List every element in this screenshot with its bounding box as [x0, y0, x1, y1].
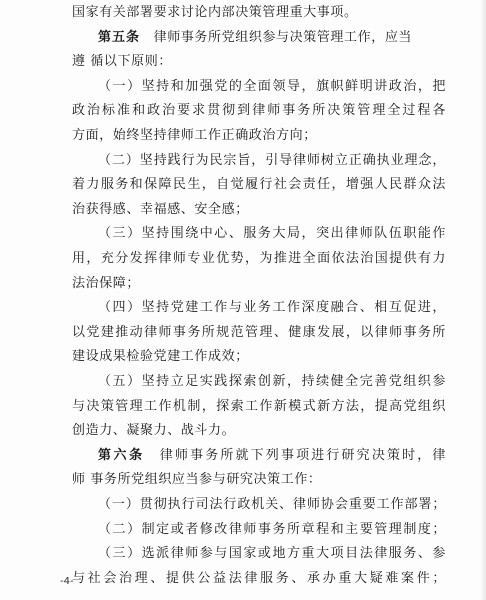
text-line [98, 78, 446, 96]
text-line [98, 29, 446, 47]
text-line [72, 201, 446, 219]
line-text: 遵 循以下原则： [72, 54, 172, 70]
line-text: 着力服务和保障民生，自觉履行社会责任，增强人民群众法 [72, 177, 446, 193]
article-heading: 第五条 [98, 29, 141, 45]
line-text: 国家有关部署要求讨论内部决策管理重大事项。 [72, 5, 358, 20]
text-line [72, 348, 446, 366]
line-text: （五）坚持立足实践探索创新，持续健全完善党组织参 [98, 374, 446, 389]
line-text: 创造力、凝聚力、战斗力。 [72, 423, 236, 439]
line-text: （三）坚持围绕中心、服务大局，突出律师队伍职能作 [98, 226, 446, 242]
text-line [72, 275, 446, 293]
line-text: 治获得感、幸福感、安全感； [72, 201, 249, 217]
page-edge-shadow [480, 0, 486, 600]
text-line [72, 127, 446, 145]
text-line [98, 447, 446, 465]
page-number: -4- [60, 576, 74, 587]
text-line [72, 176, 446, 194]
article-heading: 第六条 [98, 447, 145, 463]
line-text: 与社会治理、提供公益法律服务、承办重大疑难案件； [72, 570, 446, 586]
text-line [72, 398, 446, 416]
line-text: 与决策管理工作机制，探索工作新模式新方法，提高党组织 [72, 398, 446, 414]
line-text: （一）贯彻执行司法行政机关、律师协会重要工作部署； [98, 497, 446, 512]
line-text: （四）坚持党建工作与业务工作深度融合、相互促进， [98, 300, 446, 316]
text-line [98, 521, 446, 539]
text-line [98, 225, 446, 243]
text-line [72, 53, 446, 71]
line-text: （一）坚持和加强党的全面领导，旗帜鲜明讲政治，把 [98, 78, 446, 94]
text-line [72, 471, 446, 489]
line-text: 以党建推动律师事务所规范管理、健康发展，以律师事务所 [72, 324, 446, 340]
text-line [72, 4, 446, 22]
text-line [72, 250, 446, 268]
text-line [98, 545, 446, 563]
line-text: （二）制定或者修改律师事务所章程和主要管理制度； [98, 521, 446, 537]
line-text: 律师事务所就下列事项进行研究决策时，律 [159, 447, 446, 463]
text-line [72, 102, 446, 120]
line-text: 师 事务所党组织应当参与研究决策工作： [72, 472, 322, 488]
line-text: 方面，始终坚持律师工作正确政治方向； [72, 128, 317, 143]
text-line [98, 496, 446, 514]
line-text: 律师事务所党组织参与决策管理工作，应当 [153, 29, 413, 45]
text-line [98, 299, 446, 317]
line-text: （三）选派律师参与国家或地方重大项目法律服务、参 [98, 546, 446, 562]
text-line [98, 373, 446, 391]
line-text: 建设成果检验党建工作成效； [72, 349, 249, 365]
line-text: 用，充分发挥律师专业优势，为推进全面依法治国提供有力 [72, 251, 446, 266]
line-text: 政治标准和政治要求贯彻到律师事务所决策管理全过程各 [72, 103, 446, 119]
text-line [72, 570, 446, 588]
text-line [98, 152, 446, 170]
line-text: （二）坚持践行为民宗旨，引导律师树立正确执业理念， [98, 152, 446, 168]
text-line [72, 324, 446, 342]
line-text: 法治保障； [72, 275, 141, 291]
text-line [72, 422, 446, 440]
